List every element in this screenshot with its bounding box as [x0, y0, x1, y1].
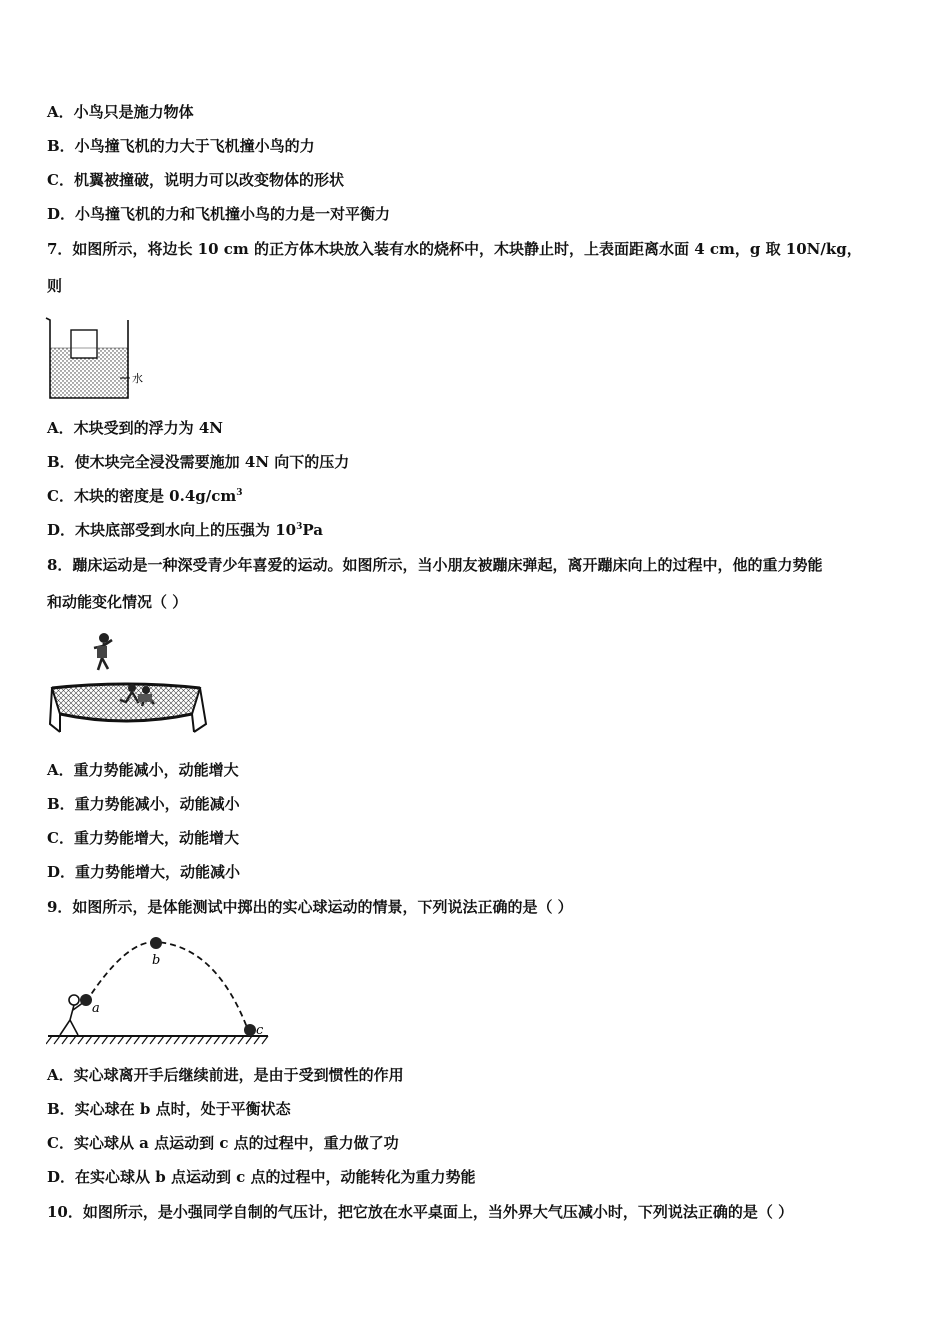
beaker-diagram	[44, 314, 154, 404]
ball-b	[150, 937, 162, 949]
projectile-diagram	[46, 932, 272, 1052]
q8-trampoline-figure	[46, 628, 210, 744]
ground-hatching	[46, 1036, 268, 1044]
label-c: c	[256, 1023, 264, 1038]
q7-option-c-sup: 3	[236, 488, 243, 498]
q7-option-c	[47, 486, 243, 506]
q9-option-b: B．实心球在 b 点时，处于平衡状态	[47, 1100, 291, 1118]
trampoline-illustration	[46, 628, 210, 744]
ball-c	[244, 1024, 256, 1036]
q9-projectile-figure	[46, 932, 272, 1052]
q7-option-d	[47, 520, 323, 540]
q7-option-a: A．木块受到的浮力为 4N	[47, 419, 224, 437]
ball-a	[80, 994, 92, 1006]
q7-stem-line1: 7．如图所示，将边长 10 cm 的正方体木块放入装有水的烧杯中，木块静止时，上表面距离水面 4 cm，g 取 10N/kg，	[47, 240, 862, 258]
label-b: b	[152, 953, 161, 968]
q7-option-b: B．使木块完全浸没需要施加 4N 向下的压力	[47, 453, 350, 471]
q7-option-d-post: Pa	[302, 521, 323, 539]
q6-option-b: B．小鸟撞飞机的力大于飞机撞小鸟的力	[47, 137, 315, 155]
q8-option-b: B．重力势能减小，动能减小	[47, 795, 240, 813]
q7-option-d-pre: D．木块底部受到水向上的压强为 10	[47, 521, 297, 539]
q8-stem-line1: 8．蹦床运动是一种深受青少年喜爱的运动。如图所示，当小朋友被蹦床弹起，离开蹦床向上的过程中，他的重力势能	[47, 556, 823, 574]
water-label: 水	[132, 372, 143, 385]
q10-stem: 10．如图所示，是小强同学自制的气压计，把它放在水平桌面上，当外界大气压减小时，下列说法正确的是（ ）	[47, 1203, 794, 1221]
q9-option-d: D．在实心球从 b 点运动到 c 点的过程中，动能转化为重力势能	[47, 1168, 476, 1186]
q9-stem: 9．如图所示，是体能测试中掷出的实心球运动的情景，下列说法正确的是（ ）	[47, 898, 573, 916]
q8-option-c: C．重力势能增大，动能增大	[47, 829, 239, 847]
q8-stem-line2: 和动能变化情况（ ）	[47, 593, 188, 611]
jumping-child	[94, 633, 112, 670]
q7-beaker-figure	[44, 314, 154, 404]
q6-option-a: A．小鸟只是施力物体	[47, 103, 194, 121]
q9-option-c: C．实心球从 a 点运动到 c 点的过程中，重力做了功	[47, 1134, 399, 1152]
q7-option-c-text: C．木块的密度是 0.4g/cm	[47, 487, 237, 505]
q7-stem-line2: 则	[47, 277, 63, 295]
q6-option-c: C．机翼被撞破，说明力可以改变物体的形状	[47, 171, 344, 189]
label-a: a	[92, 1001, 100, 1016]
q9-option-a: A．实心球离开手后继续前进，是由于受到惯性的作用	[47, 1066, 404, 1084]
q8-option-a: A．重力势能减小，动能增大	[47, 761, 239, 779]
q7-option-d-sup: 3	[296, 522, 303, 532]
q6-option-d: D．小鸟撞飞机的力和飞机撞小鸟的力是一对平衡力	[47, 205, 391, 223]
trajectory-path	[86, 942, 248, 1030]
q8-option-d: D．重力势能增大，动能减小	[47, 863, 241, 881]
wood-block	[71, 330, 97, 358]
